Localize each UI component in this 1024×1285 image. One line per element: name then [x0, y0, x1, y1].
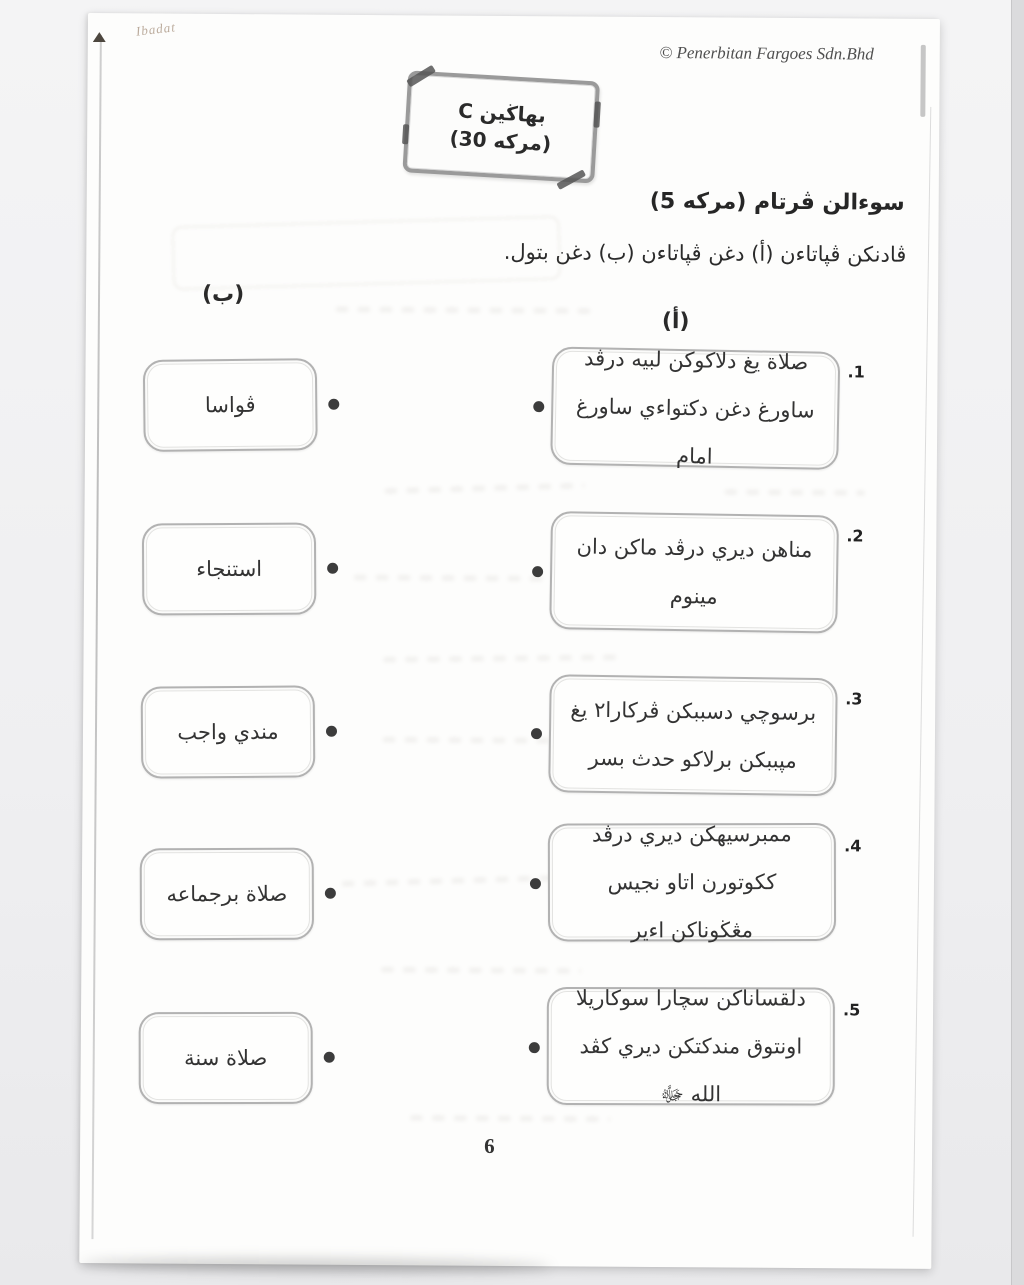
item-number: 1. [847, 362, 865, 382]
bleedthrough-artifact [383, 655, 623, 663]
question-title-text: سوءالن ڤرتام [753, 189, 905, 216]
match-dot [327, 563, 338, 574]
page-right-edge [913, 107, 932, 1237]
faded-header-note: Ibadat [135, 19, 177, 39]
badge-corner-mark [406, 65, 436, 88]
statement-box-1: صلاة يغ دلاكوكن لبيه درڤد ساورغ دغن دكتواءي ساورغ امام [550, 347, 840, 471]
answer-box-4: صلاة برجماعه [140, 848, 314, 941]
question-heading [650, 189, 905, 216]
column-b-label: (ب) [201, 281, 245, 308]
section-title: بهاڬين C [457, 98, 547, 128]
statement-box-5: دلقساناكن سچارا سوكاريلا اونتوق مندكتكن ديري كڤد الله ﷻ [547, 987, 835, 1106]
match-dot [324, 1052, 335, 1063]
statement-box-2: مناهن ديري درڤد ماكن دان مينوم [549, 511, 839, 634]
item-number: 4. [844, 836, 862, 856]
statement-box-4: ممبرسيهكن ديري درڤد ككوتورن اتاو نجيس مڠڬوناكن اءير [548, 823, 836, 942]
badge-edge-mark [402, 124, 409, 144]
adjacent-page-edge [1011, 0, 1024, 1285]
bleedthrough-artifact [381, 967, 581, 973]
badge-edge-mark [593, 101, 601, 127]
match-dot [328, 399, 339, 410]
section-marks: (30 مركه) [448, 125, 552, 156]
bleedthrough-artifact [725, 489, 865, 495]
match-dot [533, 401, 544, 412]
scanned-page [79, 13, 940, 1269]
match-dot [531, 728, 542, 739]
question-instruction: ڤادنكن ڤڽاتاءن (أ) دغن ڤڽاتاءن (ب) دغن بتول. [503, 239, 907, 267]
scan-artifact-mark [920, 45, 926, 117]
statement-box-3: برسوچي دسببكن ڤركارا٢ يغ مڽببكن برلاكو حدث بسر [548, 674, 838, 796]
match-dot [326, 726, 337, 737]
badge-corner-mark [556, 169, 586, 190]
item-number: 3. [845, 689, 863, 709]
bleedthrough-artifact [385, 483, 585, 494]
answer-box-1: ڤواسا [143, 358, 318, 452]
section-badge [402, 70, 600, 183]
match-dot [325, 888, 336, 899]
answer-box-3: مندي واجب [141, 685, 316, 778]
question-marks: (5 مركه) [649, 188, 747, 215]
bleedthrough-artifact [336, 307, 596, 314]
answer-box-2: استنجاء [142, 523, 316, 616]
column-a-label: (أ) [661, 309, 690, 335]
item-number: 5. [843, 1000, 861, 1020]
scan-artifact-corner [93, 32, 106, 42]
page-shadow [81, 1257, 551, 1274]
match-dot [532, 566, 543, 577]
match-dot [530, 878, 541, 889]
answer-box-5: صلاة سنة [139, 1012, 313, 1104]
page-number: 6 [484, 1133, 495, 1158]
bleedthrough-artifact [172, 216, 562, 291]
page-crease [91, 35, 101, 1239]
publisher-copyright: © Penerbitan Fargoes Sdn.Bhd [659, 43, 874, 64]
item-number: 2. [846, 526, 864, 546]
match-dot [529, 1042, 540, 1053]
